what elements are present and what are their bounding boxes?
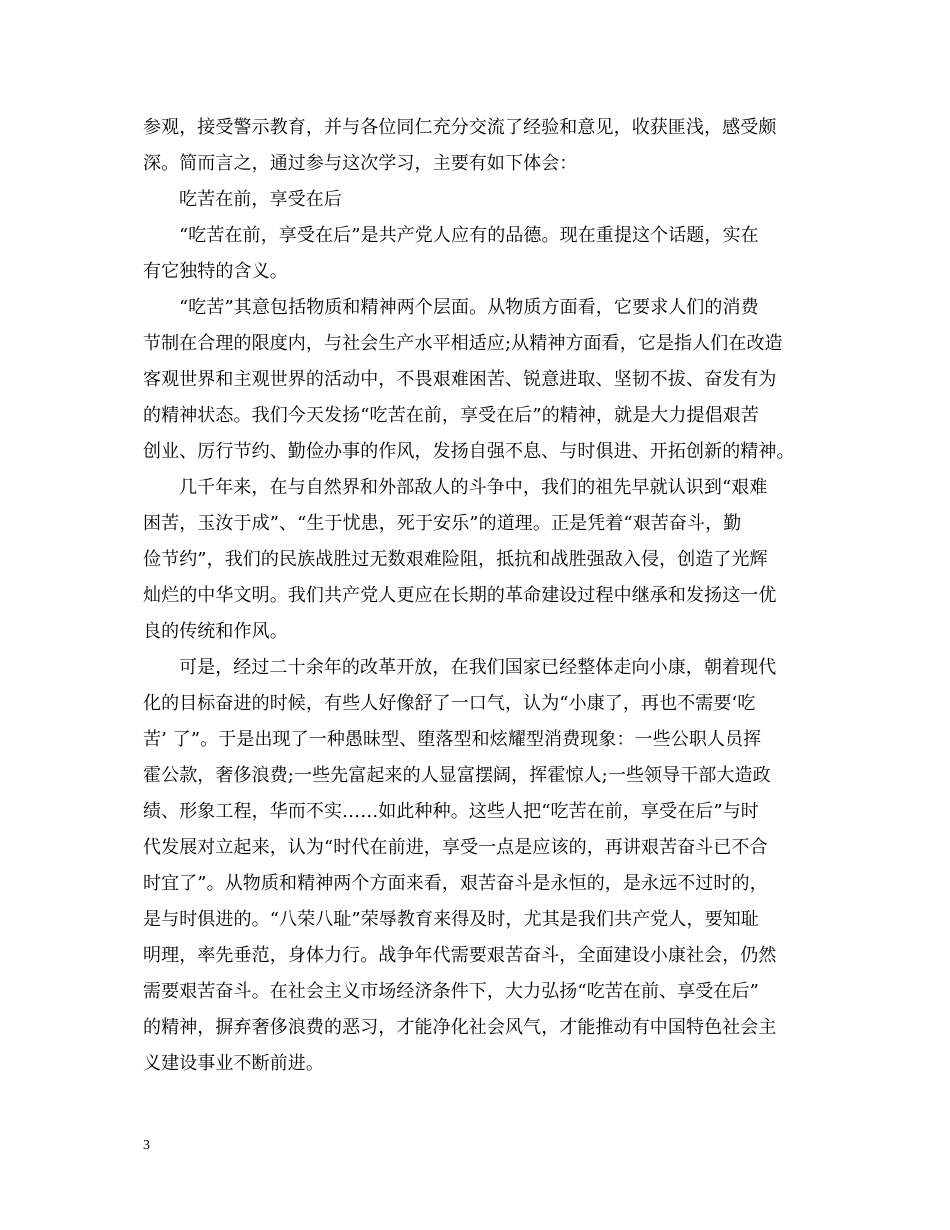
text-line: 参观，接受警示教育，并与各位同仁充分交流了经验和意见，收获匪浅，感受颇 <box>143 117 777 138</box>
text-line: 苦’ 了”。于是出现了一种愚昧型、堕落型和炫耀型消费现象：一些公职人员挥 <box>143 729 762 750</box>
text-line: 代发展对立起来，认为“时代在前进，享受一点是应该的，再讲艰苦奋斗已不合 <box>143 837 768 858</box>
text-line: 的精神，摒弃奢侈浪费的恶习，才能净化社会风气，才能推动有中国特色社会主 <box>143 1017 777 1038</box>
text-line: “吃苦”其意包括物质和精神两个层面。从物质方面看，它要求人们的消费 <box>179 297 759 318</box>
text-line: 灿烂的中华文明。我们共产党人更应在长期的革命建设过程中继承和发扬这一优 <box>143 585 777 606</box>
page-number: 3 <box>143 1138 150 1153</box>
text-line: 义建设事业不断前进。 <box>143 1053 324 1074</box>
text-line: 需要艰苦奋斗。在社会主义市场经济条件下，大力弘扬“吃苦在前、享受在后” <box>143 981 759 1002</box>
text-line: “吃苦在前，享受在后”是共产党人应有的品德。现在重提这个话题，实在 <box>179 225 759 246</box>
text-line: 化的目标奋进的时候，有些人好像舒了一口气，认为“小康了，再也不需要‘吃 <box>143 693 756 714</box>
text-line: 几千年来，在与自然界和外部敌人的斗争中，我们的祖先早就认识到“艰难 <box>179 477 768 498</box>
text-line: 明理，率先垂范，身体力行。战争年代需要艰苦奋斗，全面建设小康社会，仍然 <box>143 945 777 966</box>
text-line: 客观世界和主观世界的活动中，不畏艰难困苦、锐意进取、坚韧不拔、奋发有为 <box>143 369 777 390</box>
text-line: 绩、形象工程，华而不实……如此种种。这些人把“吃苦在前，享受在后”与时 <box>143 801 759 822</box>
text-line: 困苦，玉汝于成”、“生于忧患，死于安乐”的道理。正是凭着“艰苦奋斗，勤 <box>143 513 742 534</box>
text-line: 创业、厉行节约、勤俭办事的作风，发扬自强不息、与时俱进、开拓创新的精神。 <box>143 441 795 462</box>
text-line: 深。简而言之，通过参与这次学习，主要有如下体会： <box>143 153 578 174</box>
text-line: 是与时俱进的。“八荣八耻”荣辱教育来得及时，尤其是我们共产党人，要知耻 <box>143 909 759 930</box>
text-line: 时宜了”。从物质和精神两个方面来看，艰苦奋斗是永恒的，是永远不过时的， <box>143 873 768 894</box>
text-line: 节制在合理的限度内，与社会生产水平相适应;从精神方面看，它是指人们在改造 <box>143 333 783 354</box>
text-line: 可是，经过二十余年的改革开放，在我们国家已经整体走向小康，朝着现代 <box>179 657 777 678</box>
text-line: 的精神状态。我们今天发扬“吃苦在前，享受在后”的精神，就是大力提倡艰苦 <box>143 405 759 426</box>
text-line: 俭节约”，我们的民族战胜过无数艰难险阻，抵抗和战胜强敌入侵，创造了光辉 <box>143 549 768 570</box>
text-line: 有它独特的含义。 <box>143 261 288 282</box>
text-line: 霍公款，奢侈浪费;一些先富起来的人显富摆阔，挥霍惊人;一些领导干部大造政 <box>143 765 771 786</box>
text-line: 良的传统和作风。 <box>143 621 288 642</box>
section-heading: 吃苦在前，享受在后 <box>179 189 342 210</box>
